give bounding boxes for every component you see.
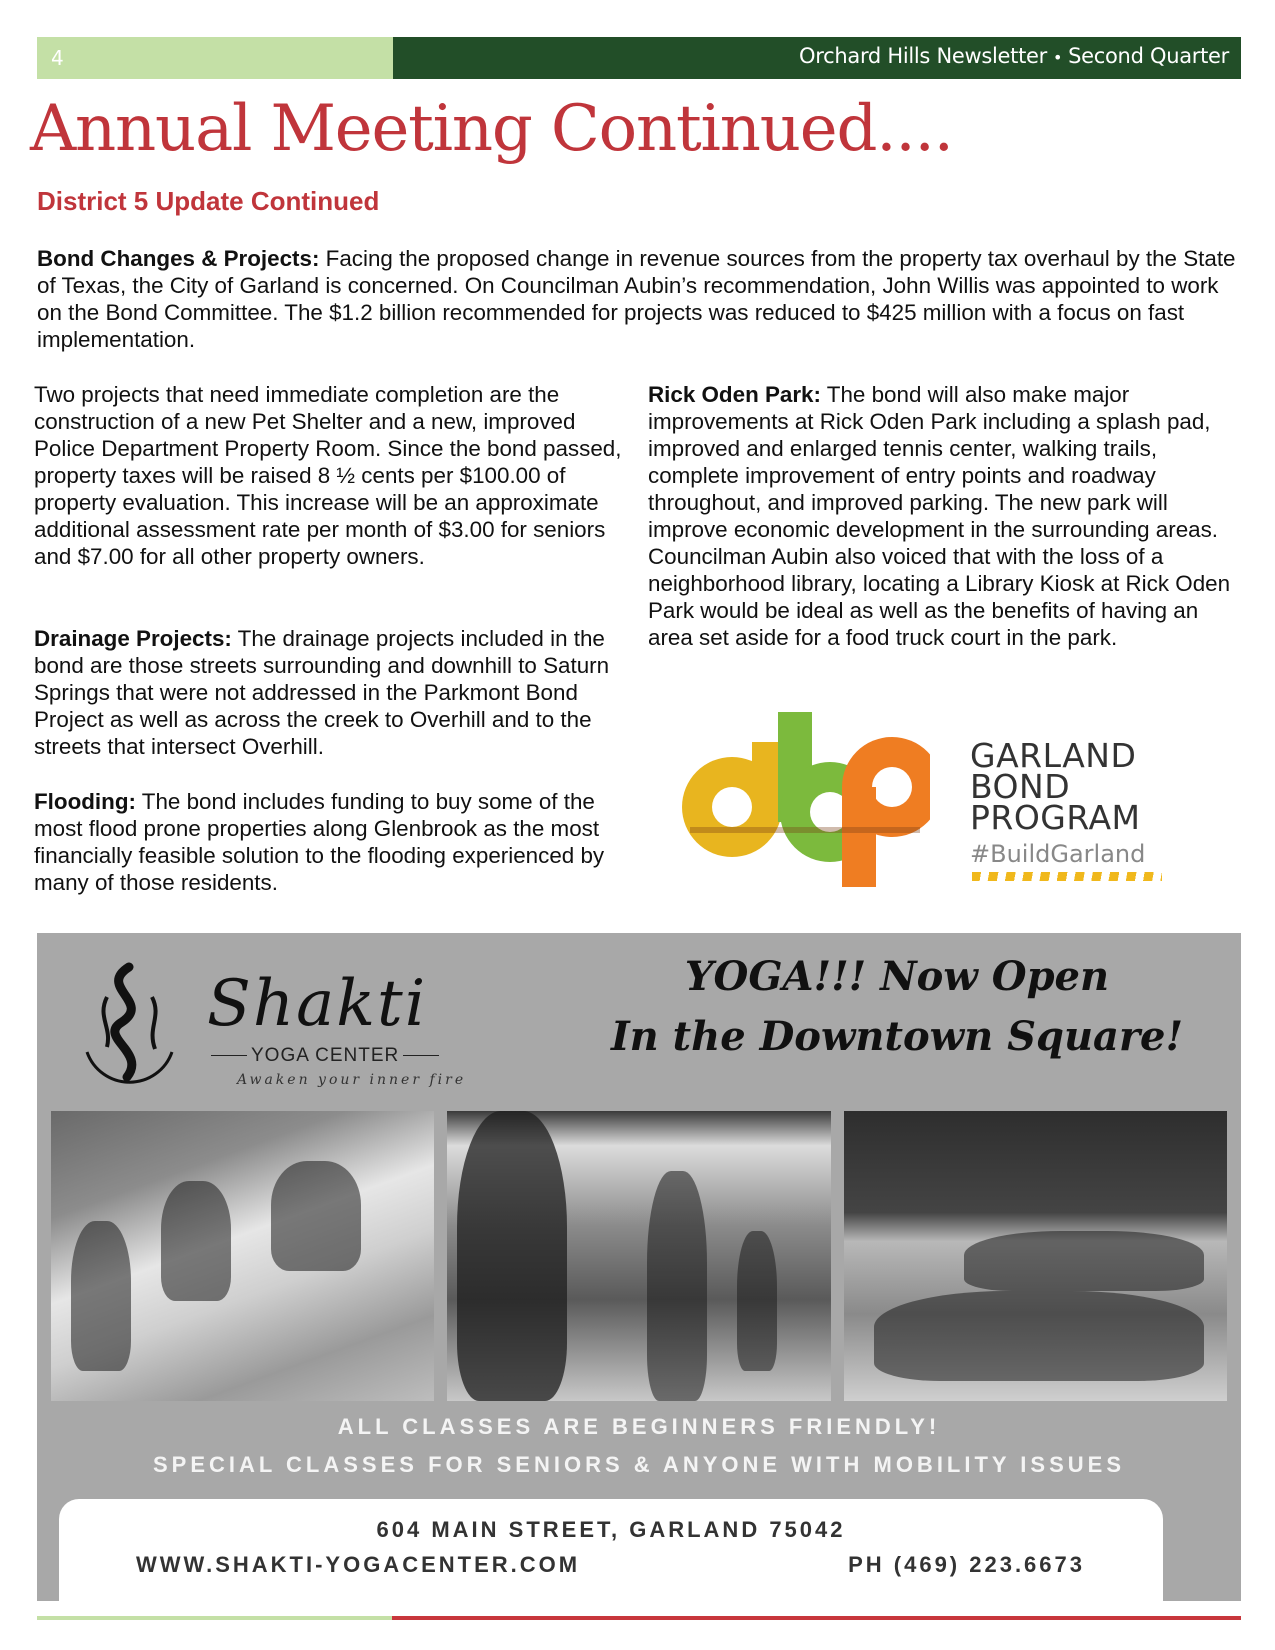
newsletter-quarter: Second Quarter xyxy=(1068,44,1229,68)
gbp-letters-logo-icon xyxy=(680,712,930,892)
flame-swirl-icon xyxy=(67,957,192,1087)
section-subtitle: District 5 Update Continued xyxy=(37,186,380,216)
beginners-friendly-text: ALL CLASSES ARE BEGINNERS FRIENDLY! xyxy=(337,1414,941,1439)
yoga-class-warrior-photo xyxy=(447,1111,830,1401)
flooding-body: The bond includes funding to buy some of the most flood prone properties along Glenbrook as the most financially feasible solution to the flooding experienced by many of those residents. xyxy=(34,789,605,895)
bond-changes-heading: Bond Changes & Projects: xyxy=(37,246,320,271)
shakti-tagline: Awaken your inner fire xyxy=(237,1072,467,1088)
two-projects-body: Two projects that need immediate completion are the construction of a new Pet Shelter and a new, improved Police Department Property Room. Since the bond passed, property taxes will be raised 8 ½ cents per $100.00 of property evaluation. This increase will be an approximate additional assessment rate per month of $3.00 for seniors and $7.00 for all other property owners. xyxy=(34,382,622,569)
footer-divider-green xyxy=(37,1616,392,1620)
gbp-p-stem xyxy=(842,787,876,887)
shakti-logo xyxy=(67,957,497,1087)
bond-changes-paragraph xyxy=(37,245,1247,353)
shakti-brand-name: Shakti xyxy=(207,967,428,1041)
page-title: Annual Meeting Continued.... xyxy=(30,92,953,166)
rick-oden-paragraph xyxy=(648,381,1243,651)
page-header xyxy=(37,37,1241,79)
yoga-class-plank-photo xyxy=(51,1111,434,1401)
newsletter-name: Orchard Hills Newsletter xyxy=(799,44,1047,68)
yoga-photo-strip xyxy=(51,1111,1227,1401)
ad-headline-line-1: YOGA!!! Now Open xyxy=(684,953,1110,1000)
yoga-class-resting-photo xyxy=(844,1111,1227,1401)
flooding-heading: Flooding: xyxy=(34,789,136,814)
newsletter-title-bar xyxy=(393,37,1241,79)
two-projects-paragraph xyxy=(34,381,634,570)
bullet-separator: • xyxy=(1052,48,1063,67)
gbp-g-stem xyxy=(752,742,782,802)
gbp-line-bond: BOND xyxy=(970,767,1071,806)
gbp-hashtag: #BuildGarland xyxy=(970,840,1146,868)
gbp-skyline xyxy=(690,827,920,833)
gbp-wordmark xyxy=(970,736,1141,837)
page-number: 4 xyxy=(37,37,393,79)
gbp-line-program: PROGRAM xyxy=(970,798,1141,837)
studio-phone: PH (469) 223.6673 xyxy=(848,1552,1085,1577)
drainage-paragraph xyxy=(34,625,634,760)
gbp-line-garland: GARLAND xyxy=(970,736,1137,775)
garland-bond-program-logo xyxy=(680,712,1180,892)
drainage-body: The drainage projects included in the bond are those streets surrounding and downhill to Saturn Springs that were not addressed in the Parkmont Bond Project as well as across the creek to Overhill and to the streets that intersect Overhill. xyxy=(34,626,610,759)
rick-oden-body: The bond will also make major improvements at Rick Oden Park including a splash pad, improved and enlarged tennis center, walking trails, complete improvement of entry points and roadway throughout, and improved parking. The new park will improve economic development in the surrounding areas. Councilman Aubin also voiced that with the loss of a neighborhood library, locating a Library Kiosk at Rick Oden Park would be ideal as well as the benefits of having an area set aside for a food truck court in the park. xyxy=(648,382,1231,650)
studio-website-link[interactable]: WWW.SHAKTI-YOGACENTER.COM xyxy=(136,1552,581,1577)
footer-divider xyxy=(37,1616,1241,1620)
contact-info-box xyxy=(59,1499,1163,1601)
shakti-yoga-advertisement xyxy=(37,933,1241,1601)
yoga-center-label: YOGA CENTER xyxy=(207,1045,443,1067)
ad-headline-line-2: In the Downtown Square! xyxy=(610,1013,1184,1060)
gbp-p-hole xyxy=(872,767,912,807)
ad-headline xyxy=(597,947,1197,1067)
gbp-g-hole xyxy=(712,787,752,827)
bond-changes-body: Facing the proposed change in revenue sources from the property tax overhaul by the State of Texas, the City of Garland is concerned. On Councilman Aubin’s recommendation, John Willis was appointed to work on the Bond Committee. The $1.2 billion recommended for projects was reduced to $425 million with a focus on fast implementation. xyxy=(37,246,1236,352)
flooding-paragraph xyxy=(34,788,634,896)
studio-address: 604 MAIN STREET, GARLAND 75042 xyxy=(376,1517,846,1542)
rick-oden-heading: Rick Oden Park: xyxy=(648,382,821,407)
footer-divider-red xyxy=(392,1616,1241,1620)
gbp-caution-stripes xyxy=(972,872,1162,881)
drainage-heading: Drainage Projects: xyxy=(34,626,232,651)
seniors-classes-text: SPECIAL CLASSES FOR SENIORS & ANYONE WITH MOBILITY ISSUES xyxy=(152,1452,1125,1477)
